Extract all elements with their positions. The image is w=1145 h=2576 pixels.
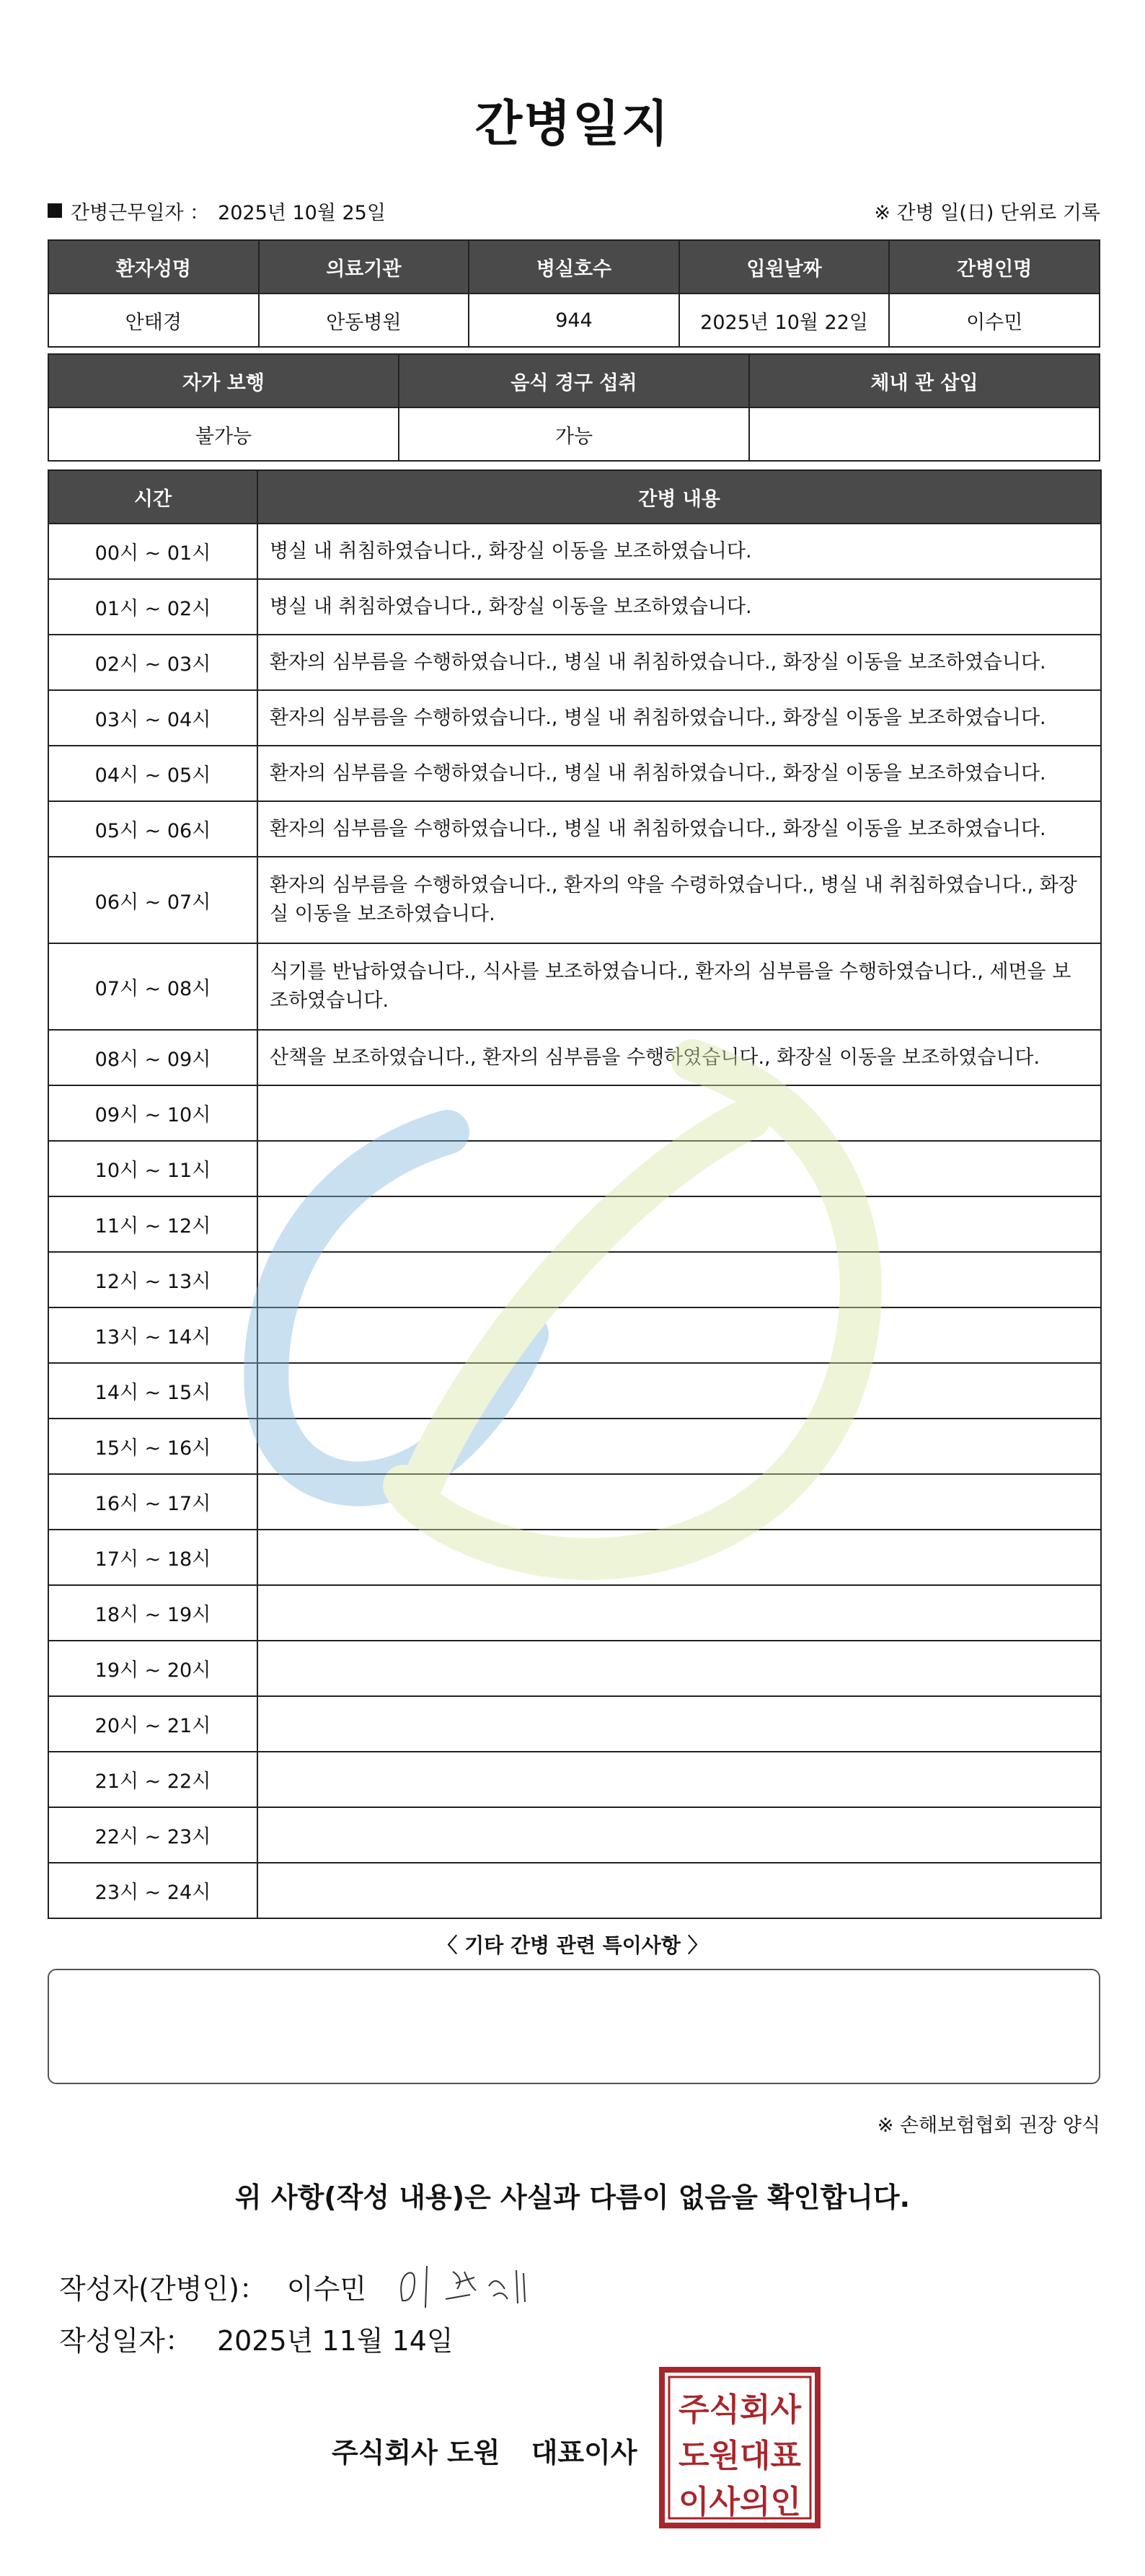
table-row — [48, 1585, 1101, 1641]
time-slot: 18시 ~ 19시 — [48, 1585, 257, 1641]
header-time: 시간 — [48, 470, 257, 524]
unit-note: ※ 간병 일(日) 단위로 기록 — [874, 201, 1100, 224]
care-content[interactable] — [257, 1252, 1101, 1307]
document-title: 간병일지 — [474, 96, 671, 153]
time-slot: 19시 ~ 20시 — [48, 1641, 257, 1696]
table-row — [48, 1419, 1101, 1474]
room-number: 944 — [469, 294, 679, 347]
tube-insertion — [749, 407, 1100, 461]
care-content[interactable] — [257, 1585, 1101, 1641]
header-hospital: 의료기관 — [259, 240, 469, 294]
time-slot: 22시 ~ 23시 — [48, 1807, 257, 1863]
care-content[interactable] — [257, 1419, 1101, 1474]
header-self-walking: 자가 보행 — [48, 354, 399, 407]
care-content[interactable]: 병실 내 취침하였습니다., 화장실 이동을 보조하였습니다. — [257, 579, 1101, 635]
care-content[interactable] — [257, 1307, 1101, 1363]
care-content[interactable] — [257, 1752, 1101, 1807]
care-content[interactable] — [257, 1807, 1101, 1863]
table-row — [48, 524, 1101, 579]
time-slot: 09시 ~ 10시 — [48, 1085, 257, 1141]
care-content[interactable]: 환자의 심부름을 수행하였습니다., 병실 내 취침하였습니다., 화장실 이동을 보조하였습니다. — [257, 746, 1101, 801]
work-date-row — [48, 196, 1100, 225]
table-row — [48, 1752, 1101, 1807]
time-slot: 21시 ~ 22시 — [48, 1752, 257, 1807]
care-log-table — [48, 469, 1102, 1919]
time-slot: 00시 ~ 01시 — [48, 524, 257, 579]
table-row — [48, 857, 1101, 943]
care-content[interactable]: 환자의 심부름을 수행하였습니다., 병실 내 취침하였습니다., 화장실 이동을 보조하였습니다. — [257, 801, 1101, 857]
time-slot: 01시 ~ 02시 — [48, 579, 257, 635]
care-content[interactable]: 환자의 심부름을 수행하였습니다., 병실 내 취침하였습니다., 화장실 이동을 보조하였습니다. — [257, 690, 1101, 746]
table-row — [48, 1085, 1101, 1141]
time-slot: 02시 ~ 03시 — [48, 635, 257, 690]
table-row — [48, 1807, 1101, 1863]
notes-box[interactable] — [48, 1969, 1100, 2084]
seal-text-line: 도원대표 — [678, 2438, 802, 2474]
header-care-content: 간병 내용 — [257, 470, 1101, 524]
table-row — [48, 746, 1101, 801]
time-slot: 15시 ~ 16시 — [48, 1419, 257, 1474]
table-row — [48, 690, 1101, 746]
time-slot: 23시 ~ 24시 — [48, 1863, 257, 1918]
care-content[interactable]: 환자의 심부름을 수행하였습니다., 환자의 약을 수령하였습니다., 병실 내 취침하였습니다., 화장실 이동을 보조하였습니다. — [257, 857, 1101, 943]
company-seal-stamp — [658, 2365, 822, 2530]
time-slot: 05시 ~ 06시 — [48, 801, 257, 857]
table-row — [48, 801, 1101, 857]
company-name: 주식회사 도원 — [332, 2437, 500, 2469]
table-row — [48, 943, 1101, 1030]
table-row — [48, 1530, 1101, 1585]
work-date-label: 간병근무일자 ： — [71, 201, 210, 224]
care-content[interactable] — [257, 1863, 1101, 1918]
care-content[interactable] — [257, 1696, 1101, 1752]
time-slot: 07시 ~ 08시 — [48, 943, 257, 1030]
hospital: 안동병원 — [259, 294, 469, 347]
written-date-row — [59, 2319, 454, 2358]
seal-text-line: 주식회사 — [678, 2391, 802, 2428]
time-slot: 20시 ~ 21시 — [48, 1696, 257, 1752]
time-slot: 13시 ~ 14시 — [48, 1307, 257, 1363]
care-content[interactable]: 식기를 반납하였습니다., 식사를 보조하였습니다., 환자의 심부름을 수행하였습니다., 세면을 보조하였습니다. — [257, 943, 1101, 1030]
seal-text-line: 이사의인 — [678, 2484, 802, 2520]
time-slot: 11시 ~ 12시 — [48, 1196, 257, 1252]
care-content[interactable] — [257, 1474, 1101, 1530]
written-date-value: 2025년 11월 14일 — [216, 2325, 454, 2357]
care-content[interactable] — [257, 1530, 1101, 1585]
care-content[interactable] — [257, 1363, 1101, 1419]
header-admission-date: 입원날짜 — [679, 240, 890, 294]
care-content[interactable] — [257, 1085, 1101, 1141]
caregiver-name: 이수민 — [889, 294, 1100, 347]
author-row — [59, 2257, 554, 2315]
time-slot: 12시 ~ 13시 — [48, 1252, 257, 1307]
notes-title: 〈 기타 간병 관련 특이사항 〉 — [437, 1933, 708, 1957]
patient-info-table — [48, 239, 1100, 348]
header-room-number: 병실호수 — [469, 240, 679, 294]
header-tube-insertion: 체내 관 삽입 — [749, 354, 1100, 407]
table-row — [48, 579, 1101, 635]
table-row — [48, 635, 1101, 690]
company-signature — [332, 2430, 637, 2470]
header-patient-name: 환자성명 — [48, 240, 259, 294]
self-walking: 불가능 — [48, 407, 399, 461]
time-slot: 08시 ~ 09시 — [48, 1030, 257, 1085]
table-row — [48, 1363, 1101, 1419]
recommend-note: ※ 손해보험협회 권장 양식 — [877, 2114, 1100, 2137]
work-date — [48, 197, 386, 225]
patient-status-table — [48, 353, 1100, 462]
confirmation-statement: 위 사항(작성 내용)은 사실과 다름이 없음을 확인합니다. — [234, 2182, 911, 2213]
written-date-label: 작성일자： — [59, 2325, 193, 2357]
time-slot: 03시 ~ 04시 — [48, 690, 257, 746]
care-content[interactable] — [257, 1196, 1101, 1252]
author-label: 작성자(간병인)： — [59, 2272, 267, 2305]
table-row — [48, 1863, 1101, 1918]
table-row — [48, 1307, 1101, 1363]
time-slot: 14시 ~ 15시 — [48, 1363, 257, 1419]
time-slot: 16시 ~ 17시 — [48, 1474, 257, 1530]
care-content[interactable] — [257, 1641, 1101, 1696]
table-row — [48, 1641, 1101, 1696]
care-content[interactable]: 환자의 심부름을 수행하였습니다., 병실 내 취침하였습니다., 화장실 이동을 보조하였습니다. — [257, 635, 1101, 690]
time-slot: 04시 ~ 05시 — [48, 746, 257, 801]
time-slot: 10시 ~ 11시 — [48, 1141, 257, 1196]
table-row — [48, 1252, 1101, 1307]
care-content[interactable] — [257, 1141, 1101, 1196]
ceo-title: 대표이사 — [531, 2437, 637, 2469]
table-row — [48, 1696, 1101, 1752]
time-slot: 06시 ~ 07시 — [48, 857, 257, 943]
author-name: 이수민 — [286, 2272, 367, 2305]
table-row — [48, 1196, 1101, 1252]
table-row — [48, 1474, 1101, 1530]
patient-name: 안태경 — [48, 294, 259, 347]
header-caregiver-name: 간병인명 — [889, 240, 1100, 294]
admission-date: 2025년 10월 22일 — [679, 294, 890, 347]
table-row — [48, 1030, 1101, 1085]
care-content[interactable]: 병실 내 취침하였습니다., 화장실 이동을 보조하였습니다. — [257, 524, 1101, 579]
header-oral-intake: 음식 경구 섭취 — [399, 354, 749, 407]
time-slot: 17시 ~ 18시 — [48, 1530, 257, 1585]
square-bullet-icon — [48, 203, 62, 218]
care-content[interactable]: 산책을 보조하였습니다., 환자의 심부름을 수행하였습니다., 화장실 이동을 보조하였습니다. — [257, 1030, 1101, 1085]
handwritten-signature — [395, 2257, 554, 2315]
table-row — [48, 1141, 1101, 1196]
work-date-value: 2025년 10월 25일 — [218, 201, 386, 224]
oral-intake: 가능 — [399, 407, 749, 461]
